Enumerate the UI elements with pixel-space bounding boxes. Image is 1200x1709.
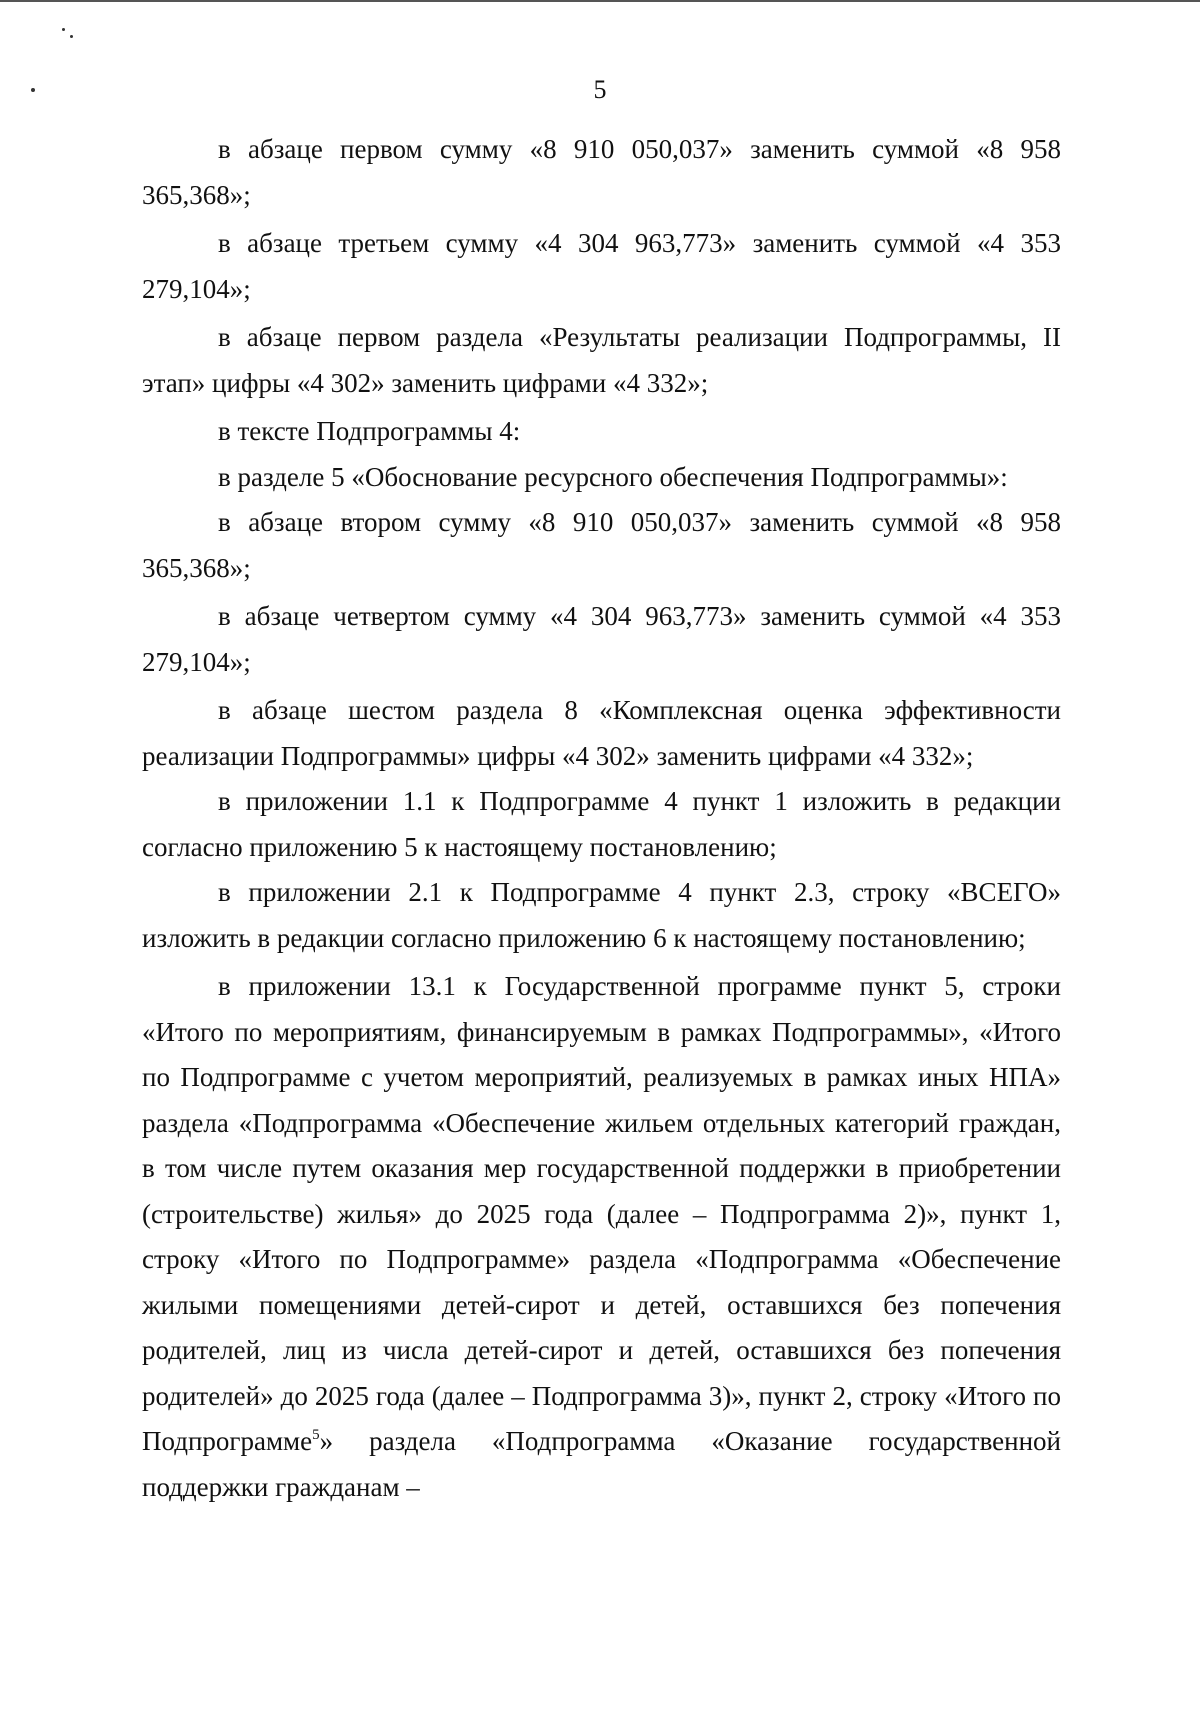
scan-speck xyxy=(70,35,73,38)
paragraph: в абзаце первом сумму «8 910 050,037» заменить суммой «8 958 365,368»; xyxy=(142,134,1061,210)
paragraph: в приложении 2.1 к Подпрограмме 4 пункт 2.3, строку «ВСЕГО» изложить в редакции согласно приложению 6 к настоящему постановлению; xyxy=(142,877,1061,953)
paragraph: в разделе 5 «Обоснование ресурсного обеспечения Подпрограммы»: xyxy=(218,461,1008,492)
paragraph: в приложении 1.1 к Подпрограмме 4 пункт 1 изложить в редакции согласно приложению 5 к настоящему постановлению; xyxy=(142,786,1061,862)
paragraph xyxy=(142,964,1061,1510)
paragraph-text: в приложении 13.1 к Государственной программе пункт 5, строки «Итого по мероприятиям, финансируемым в рамках Подпрограммы», «Итого по Подпрограмме с учетом мероприятий, реализуемых в рамках иных НПА» раздела «Подпрограмма «Обеспечение жильем отдельных категорий граждан, в том числе путем оказания мер государственной поддержки в приобретении (строительстве) жилья» до 2025 года (далее – Подпрограмма 2)», пункт 1, строку «Итого по Подпрограмме» раздела «Подпрограмма «Обеспечение жилыми помещениями детей-сирот и детей, оставшихся без попечения родителей, лиц из числа детей-сирот и детей, оставшихся без попечения родителей» до 2025 года (далее – Подпрограмма 3)», пункт 2, строку «Итого по Подпрограмме xyxy=(142,971,1061,1456)
paragraph: в абзаце третьем сумму «4 304 963,773» заменить суммой «4 353 279,104»; xyxy=(142,228,1061,304)
document-body xyxy=(142,127,1061,1510)
paragraph: в абзаце втором сумму «8 910 050,037» заменить суммой «8 958 365,368»; xyxy=(142,507,1061,583)
paragraph: в абзаце первом раздела «Результаты реализации Подпрограммы, II этап» цифры «4 302» заменить цифрами «4 332»; xyxy=(142,322,1061,398)
page-number: 5 xyxy=(593,75,607,104)
paragraph: в абзаце шестом раздела 8 «Комплексная оценка эффективности реализации Подпрограммы» цифры «4 302» заменить цифрами «4 332»; xyxy=(142,695,1061,771)
paragraph: в абзаце четвертом сумму «4 304 963,773» заменить суммой «4 353 279,104»; xyxy=(142,601,1061,677)
paragraph-text: » раздела «Подпрограмма «Оказание государственной поддержки гражданам – xyxy=(142,1426,1061,1502)
scan-speck xyxy=(62,28,65,31)
top-edge-rule xyxy=(0,0,1200,2)
footnote-marker: 5 xyxy=(312,1427,320,1443)
paragraph: в тексте Подпрограммы 4: xyxy=(218,416,521,446)
